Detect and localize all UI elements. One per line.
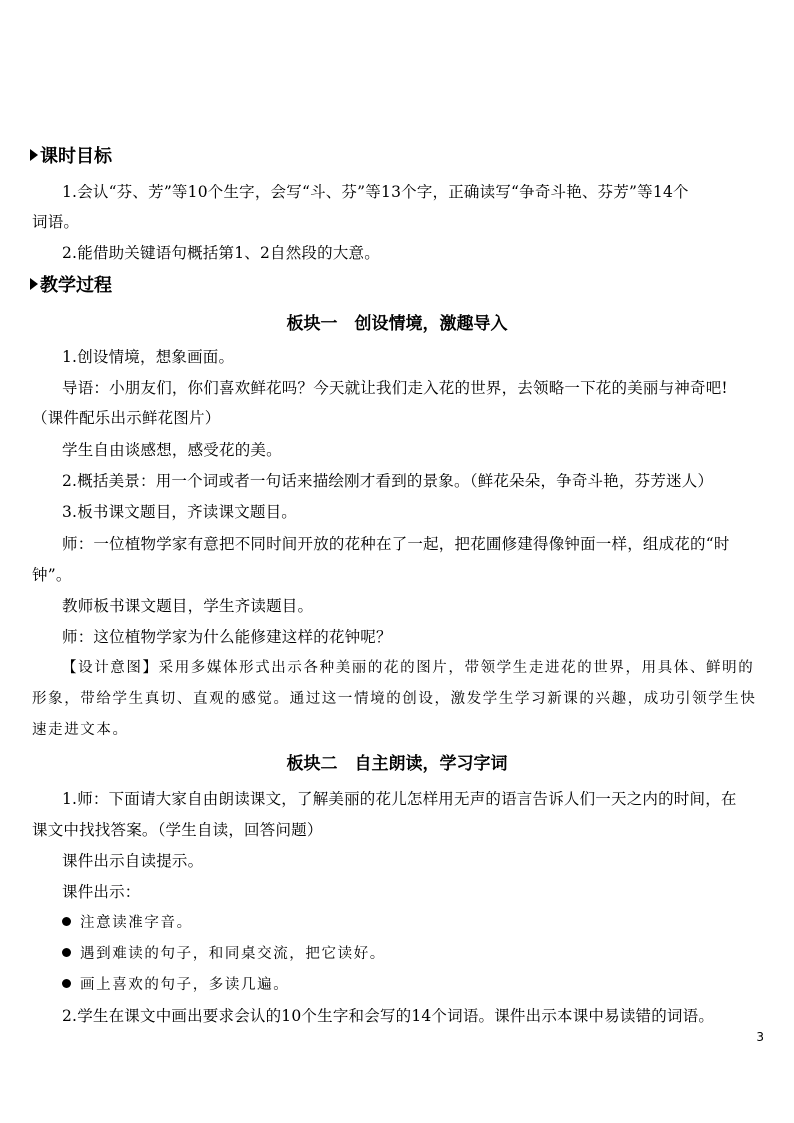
block1-line: 钟”。 <box>32 566 72 584</box>
block2-line: 课文中找找答案。（学生自读，回答问题） <box>32 821 323 839</box>
objectives-heading <box>30 146 112 168</box>
block2-line: 课件出示： <box>62 883 141 901</box>
block1-line: 3.板书课文题目，齐读课文题目。 <box>62 503 297 521</box>
block1-line: （课件配乐出示鲜花图片） <box>32 409 221 427</box>
bullet-item <box>62 913 193 933</box>
bullet-dot-icon <box>62 917 71 926</box>
block1-line: 2.概括美景：用一个词或者一句话来描绘刚才看到的景象。（鲜花朵朵，争奇斗艳，芬芳迷人） <box>62 472 714 490</box>
bullet-text: 画上喜欢的句子，多读几遍。 <box>80 977 290 993</box>
triangle-bullet-icon <box>30 149 38 161</box>
design-intent-line: 【设计意图】采用多媒体形式出示各种美丽的花的图片，带领学生走进花的世界，用具体、鲜明的 <box>62 660 755 676</box>
block1-line: 教师板书课文题目，学生齐读题目。 <box>62 597 314 615</box>
process-heading <box>30 275 112 297</box>
bullet-item <box>62 975 289 995</box>
block2-line: 1.师：下面请大家自由朗读课文，了解美丽的花儿怎样用无声的语言告诉人们一天之内的时间，在 <box>62 790 737 808</box>
block1-line: 师：一位植物学家有意把不同时间开放的花种在了一起，把花圃修建得像钟面一样，组成花的“时 <box>62 535 730 553</box>
block1-line: 1.创设情境，想象画面。 <box>62 348 235 366</box>
bullet-dot-icon <box>62 948 71 957</box>
block2-line: 课件出示自读提示。 <box>62 852 204 870</box>
block1-title: 板块一 创设情境，激趣导入 <box>286 314 508 334</box>
objective-line: 2.能借助关键语句概括第1、2自然段的大意。 <box>62 244 380 262</box>
bullet-text: 注意读准字音。 <box>80 915 193 931</box>
page-number: 3 <box>756 1030 764 1044</box>
triangle-bullet-icon <box>30 278 38 290</box>
objective-line: 1.会认“芬、芳”等10个生字，会写“斗、芬”等13个字，正确读写“争奇斗艳、芬芳”等14个 <box>62 183 689 201</box>
block2-line: 2.学生在课文中画出要求会认的10个生字和会写的14个词语。课件出示本课中易读错的词语。 <box>62 1007 715 1025</box>
block1-line: 导语：小朋友们，你们喜欢鲜花吗？今天就让我们走入花的世界，去领略一下花的美丽与神奇吧! <box>62 379 728 397</box>
bullet-text: 遇到难读的句子，和同桌交流，把它读好。 <box>80 946 386 962</box>
process-heading-text: 教学过程 <box>40 275 112 296</box>
bullet-item <box>62 944 386 964</box>
design-intent-line: 形象，带给学生真切、直观的感觉。通过这一情境的创设，激发学生学习新课的兴趣，成功引领学生快 <box>32 691 757 707</box>
bullet-dot-icon <box>62 979 71 988</box>
objective-line: 词语。 <box>32 213 80 231</box>
objectives-heading-text: 课时目标 <box>40 146 112 167</box>
block2-title: 板块二 自主朗读，学习字词 <box>286 754 508 774</box>
block1-line: 学生自由谈感想，感受花的美。 <box>62 441 282 459</box>
design-intent-line: 速走进文本。 <box>32 722 129 738</box>
block1-line: 师：这位植物学家为什么能修建这样的花钟呢？ <box>62 628 392 646</box>
